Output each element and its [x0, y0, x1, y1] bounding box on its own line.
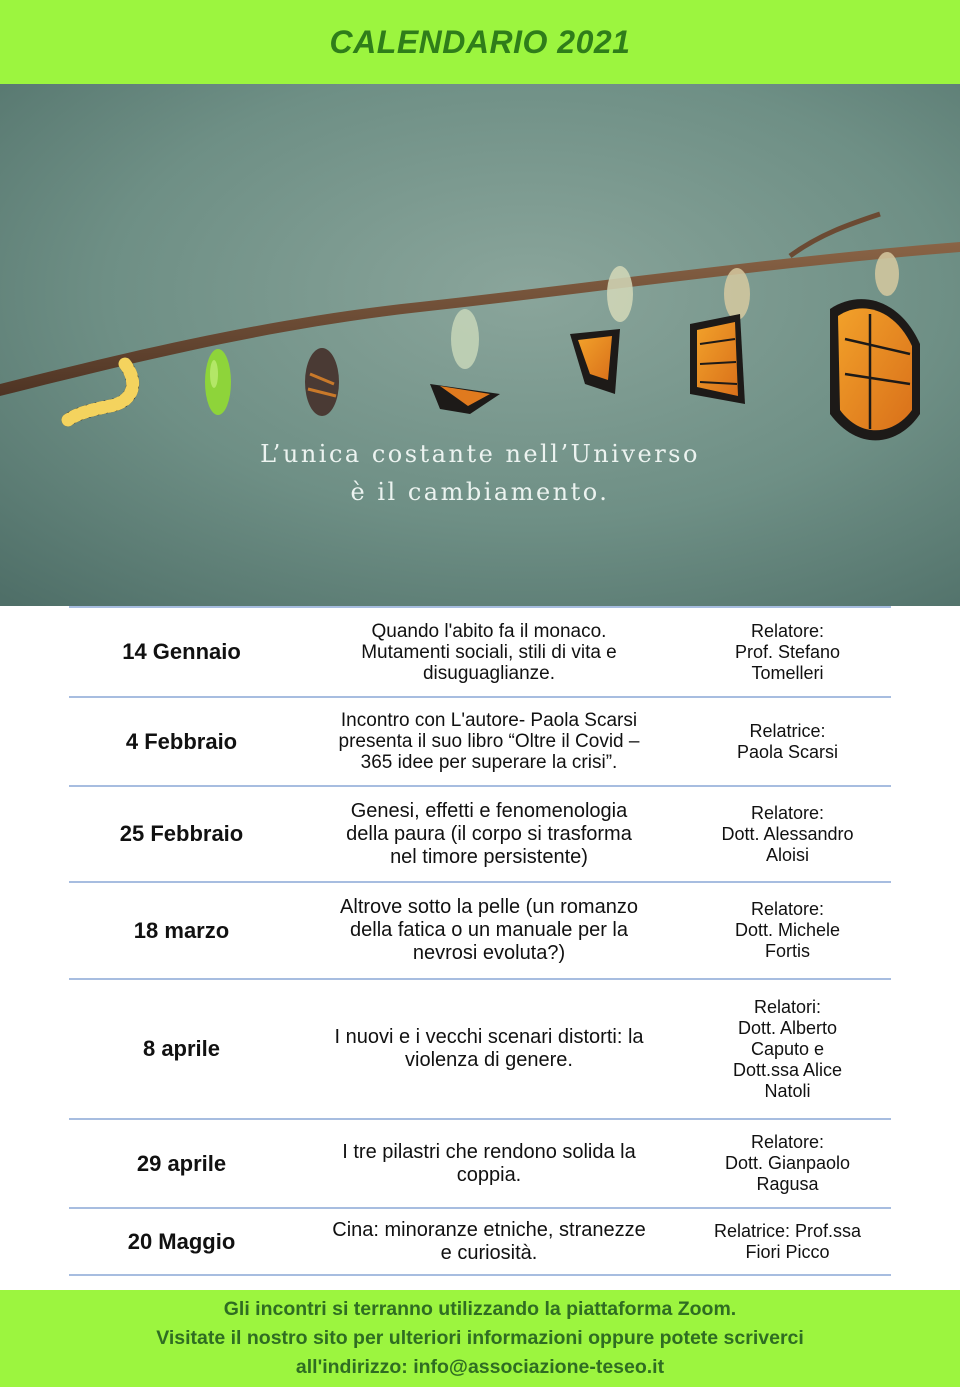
event-topic: Genesi, effetti e fenomenologia della paura (il corpo si trasforma nel timore persistente) [346, 799, 632, 868]
butterfly-metamorphosis-illustration [0, 84, 960, 606]
table-row [69, 1118, 891, 1207]
header-bar [0, 0, 960, 84]
event-speaker: Relatrice: Paola Scarsi [736, 720, 839, 762]
event-speaker: Relatore: Dott. Michele Fortis [734, 899, 841, 961]
page-title: CALENDARIO 2021 [329, 23, 631, 60]
event-topic: Quando l'abito fa il monaco. Mutamenti sociali, stili di vita e disuguaglianze. [361, 620, 617, 684]
dark-chrysalis-icon [305, 348, 339, 416]
events-table [69, 606, 891, 1276]
footer-bar [0, 1290, 960, 1387]
event-date: 25 Febbraio [119, 821, 244, 846]
quote-line-2: è il cambiamento. [350, 478, 610, 506]
table-row [69, 785, 891, 881]
event-speaker: Relatrice: Prof.ssa Fiori Picco [713, 1220, 862, 1262]
event-date: 8 aprile [142, 1036, 221, 1061]
event-speaker: Relatore: Dott. Alessandro Aloisi [721, 802, 854, 865]
table-row [69, 696, 891, 785]
table-row [69, 978, 891, 1118]
event-speaker: Relatore: Prof. Stefano Tomelleri [734, 620, 841, 683]
quote-line-1: L’unica costante nell’Universo [260, 440, 700, 468]
event-date: 18 marzo [133, 917, 230, 943]
table-row [69, 606, 891, 696]
footer-line-3: all'indirizzo: info@associazione-teseo.it [295, 1356, 665, 1378]
event-topic: I nuovi e i vecchi scenari distorti: la violenza di genere. [334, 1026, 644, 1071]
event-topic: I tre pilastri che rendono solida la coppia. [342, 1140, 636, 1186]
table-row [69, 1207, 891, 1276]
event-date: 20 Maggio [127, 1228, 236, 1254]
event-date: 4 Febbraio [125, 728, 238, 754]
event-date: 29 aprile [136, 1150, 227, 1176]
event-speaker: Relatori: Dott. Alberto Caputo e Dott.ssa Alice Natoli [732, 996, 843, 1101]
event-date: 14 Gennaio [122, 639, 241, 664]
event-topic: Altrove sotto la pelle (un romanzo della fatica o un manuale per la nevrosi evoluta?) [340, 896, 638, 964]
footer-line-2: Visitate il nostro sito per ulteriori informazioni oppure potete scriverci [156, 1327, 804, 1349]
event-speaker: Relatore: Dott. Gianpaolo Ragusa [724, 1132, 851, 1194]
table-row [69, 881, 891, 978]
green-chrysalis-icon [205, 349, 231, 415]
event-topic: Cina: minoranze etniche, stranezze e curiosità. [332, 1218, 646, 1264]
event-topic: Incontro con L'autore- Paola Scarsi presenta il suo libro “Oltre il Covid – 365 idee per superare la crisi”. [338, 710, 640, 773]
footer-line-1: Gli incontri si terranno utilizzando la piattaforma Zoom. [223, 1298, 737, 1320]
hero-image [0, 84, 960, 606]
